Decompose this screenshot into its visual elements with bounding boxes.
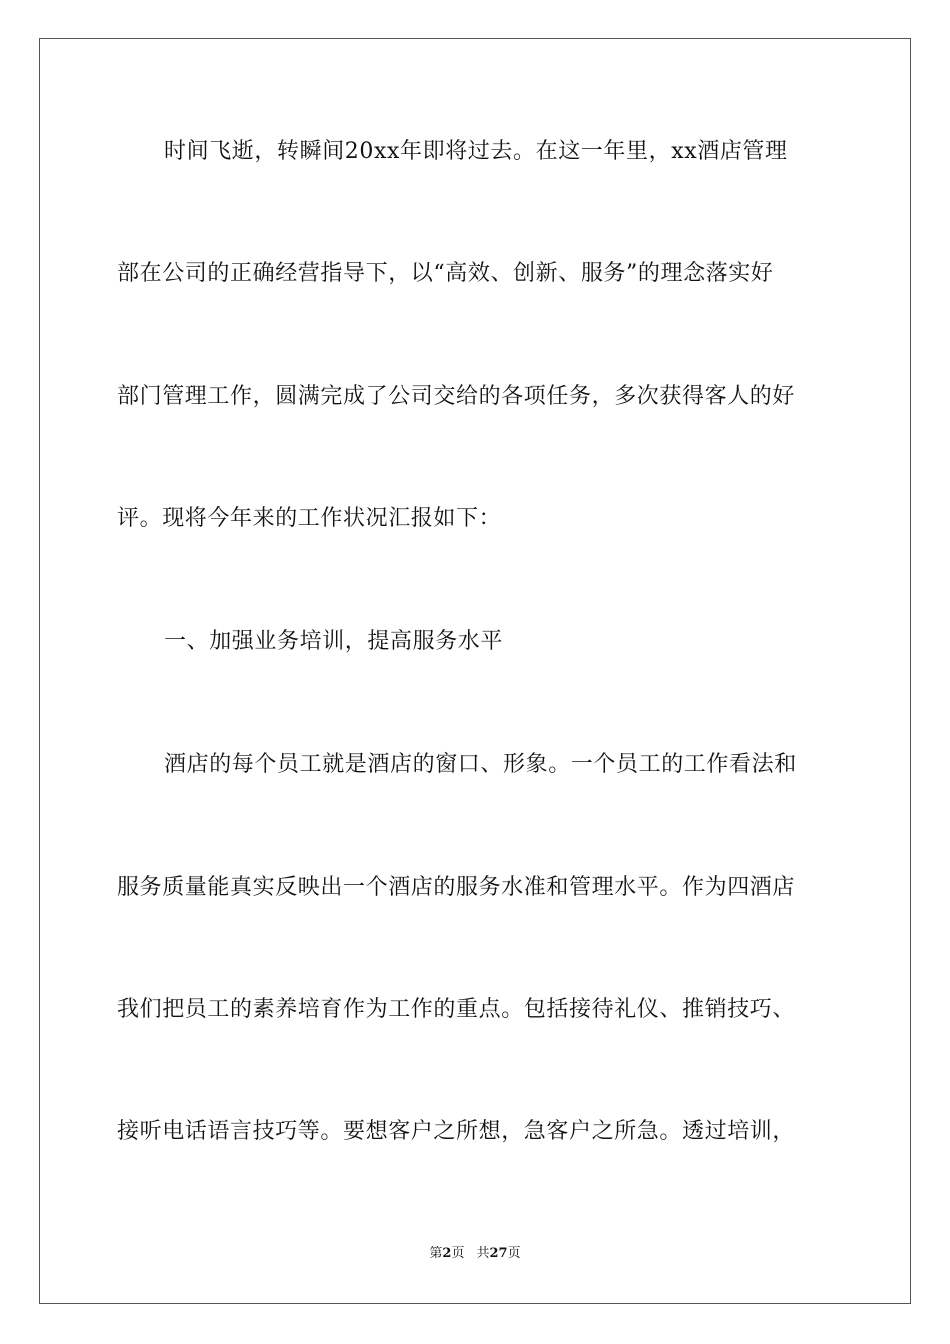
page-number: 2 bbox=[442, 1246, 452, 1261]
paragraph-line: 部门管理工作，圆满完成了公司交给的各项任务，多次获得客人的好 bbox=[117, 384, 796, 409]
paragraph-line: 部在公司的正确经营指导下，以“高效、创新、服务”的理念落实好 bbox=[117, 261, 774, 286]
section-heading: 一、加强业务培训，提高服务水平 bbox=[164, 629, 504, 654]
total-suffix: 页 bbox=[507, 1246, 521, 1261]
total-prefix: 共 bbox=[476, 1246, 490, 1261]
paragraph-line: 服务质量能真实反映出一个酒店的服务水准和管理水平。作为四酒店 bbox=[117, 875, 796, 900]
paragraph-line: 评。现将今年来的工作状况汇报如下： bbox=[117, 506, 502, 531]
paragraph-line: 我们把员工的素养培育作为工作的重点。包括接待礼仪、推销技巧、 bbox=[117, 997, 796, 1022]
page-suffix: 页 bbox=[451, 1246, 465, 1261]
paragraph-line: 时间飞逝，转瞬间20xx年即将过去。在这一年里，xx酒店管理 bbox=[164, 139, 788, 164]
total-pages: 27 bbox=[489, 1246, 508, 1261]
page-footer bbox=[0, 1245, 950, 1263]
paragraph-line: 接听电话语言技巧等。要想客户之所想，急客户之所急。透过培训， bbox=[117, 1119, 796, 1144]
page-border bbox=[39, 38, 911, 1304]
paragraph-line: 酒店的每个员工就是酒店的窗口、形象。一个员工的工作看法和 bbox=[164, 752, 797, 777]
page-prefix: 第 bbox=[429, 1246, 443, 1261]
